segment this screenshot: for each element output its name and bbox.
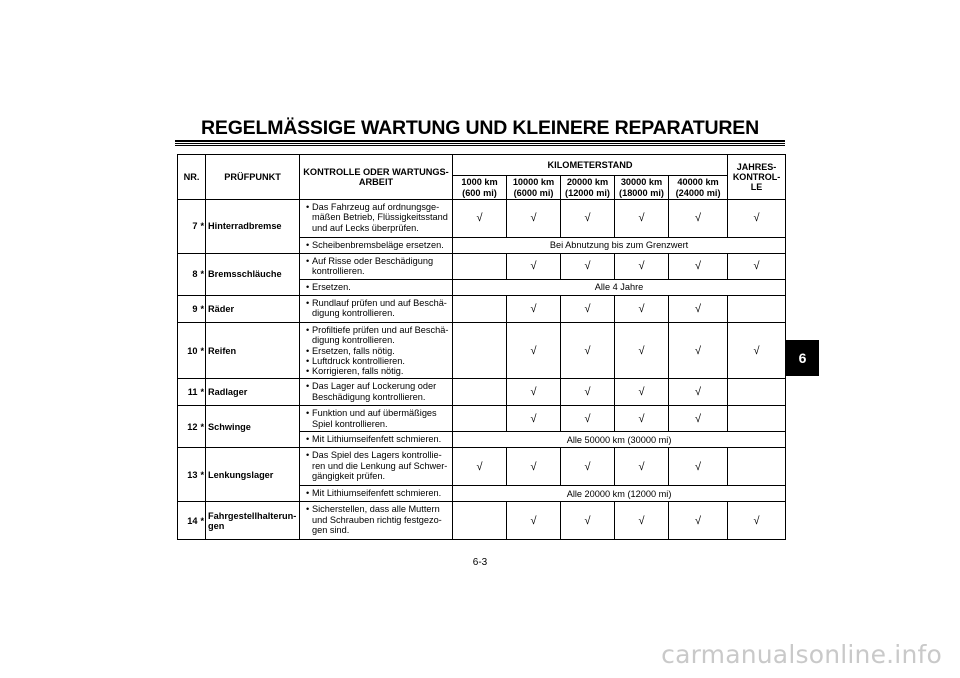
action-cell: [300, 502, 453, 540]
check-point: Bremsschläuche: [206, 254, 300, 296]
check-mark: √: [507, 200, 561, 238]
action-item: • Sicherstellen, dass alle Muttern und Schrauben richtig festgezo-gen sind.: [303, 504, 449, 535]
check-mark: √: [453, 200, 507, 238]
empty-cell: [453, 296, 507, 323]
action-item: • Ersetzen.: [303, 282, 449, 292]
page-number: 6-3: [472, 557, 488, 568]
check-mark: √: [561, 200, 615, 238]
action-cell: [300, 432, 453, 448]
check-mark: √: [669, 323, 728, 379]
check-mark: √: [728, 502, 786, 540]
check-mark: √: [507, 406, 561, 432]
header-km-1: 1000 km (600 mi): [453, 176, 507, 200]
empty-cell: [728, 296, 786, 323]
check-mark: √: [561, 254, 615, 280]
check-mark: √: [561, 323, 615, 379]
check-mark: √: [615, 379, 669, 406]
empty-cell: [453, 502, 507, 540]
row-number: 10: [178, 323, 200, 379]
header-km-4: 30000 km (18000 mi): [615, 176, 669, 200]
check-mark: √: [453, 448, 507, 486]
check-mark: √: [728, 200, 786, 238]
title-rule: [175, 140, 785, 146]
check-mark: √: [507, 323, 561, 379]
empty-cell: [728, 406, 786, 432]
empty-cell: [453, 254, 507, 280]
row-number: 12: [178, 406, 200, 448]
check-mark: √: [669, 296, 728, 323]
row-number: 13: [178, 448, 200, 502]
header-km-5: 40000 km (24000 mi): [669, 176, 728, 200]
check-mark: √: [561, 296, 615, 323]
check-mark: √: [507, 296, 561, 323]
interval-text: Bei Abnutzung bis zum Grenzwert: [453, 238, 786, 254]
chapter-tab: 6: [786, 340, 819, 376]
check-point: Hinterradbremse: [206, 200, 300, 254]
check-point: Schwinge: [206, 406, 300, 448]
action-item: • Funktion und auf übermäßiges Spiel kontrollieren.: [303, 408, 449, 429]
header-km-group: KILOMETERSTAND: [453, 155, 728, 176]
table-row: [178, 379, 786, 406]
action-item: • Das Lager auf Lockerung oder Beschädigung kontrollieren.: [303, 381, 449, 402]
header-annual: JAHRES-KONTROL-LE: [728, 155, 786, 200]
check-point: Lenkungslager: [206, 448, 300, 502]
check-mark: √: [507, 379, 561, 406]
action-item: • Das Fahrzeug auf ordnungsge-mäßen Betrieb, Flüssigkeitsstand und auf Lecks überprüfen.: [303, 202, 449, 233]
empty-cell: [728, 448, 786, 486]
action-item: • Profiltiefe prüfen und auf Beschä-digung kontrollieren.: [303, 325, 449, 346]
row-number: 11: [178, 379, 200, 406]
check-mark: √: [615, 406, 669, 432]
star-mark: *: [200, 379, 206, 406]
action-item: • Das Spiel des Lagers kontrollie-ren und die Lenkung auf Schwer-gängigkeit prüfen.: [303, 450, 449, 481]
check-mark: √: [669, 254, 728, 280]
star-mark: *: [200, 448, 206, 502]
action-cell: [300, 280, 453, 296]
interval-text: Alle 20000 km (12000 mi): [453, 486, 786, 502]
check-mark: √: [669, 502, 728, 540]
empty-cell: [453, 406, 507, 432]
interval-text: Alle 50000 km (30000 mi): [453, 432, 786, 448]
interval-text: Alle 4 Jahre: [453, 280, 786, 296]
action-cell: [300, 406, 453, 432]
action-item: • Mit Lithiumseifenfett schmieren.: [303, 434, 449, 444]
star-mark: *: [200, 254, 206, 296]
table-row: [178, 448, 786, 486]
row-number: 9: [178, 296, 200, 323]
action-item: • Korrigieren, falls nötig.: [303, 366, 449, 376]
check-mark: √: [669, 379, 728, 406]
check-mark: √: [615, 502, 669, 540]
table-row: [178, 254, 786, 280]
empty-cell: [453, 379, 507, 406]
check-mark: √: [507, 448, 561, 486]
header-km-3: 20000 km (12000 mi): [561, 176, 615, 200]
check-point: Räder: [206, 296, 300, 323]
table-row: [178, 200, 786, 238]
action-cell: [300, 296, 453, 323]
action-item: • Auf Risse oder Beschädigung kontrollieren.: [303, 256, 449, 277]
check-point: Fahrgestellhalterun-gen: [206, 502, 300, 540]
action-item: • Ersetzen, falls nötig.: [303, 346, 449, 356]
check-mark: √: [507, 502, 561, 540]
action-item: • Scheibenbremsbeläge ersetzen.: [303, 240, 449, 250]
table-row: [178, 323, 786, 379]
check-mark: √: [728, 254, 786, 280]
check-mark: √: [615, 296, 669, 323]
check-mark: √: [669, 406, 728, 432]
empty-cell: [453, 323, 507, 379]
check-point: Radlager: [206, 379, 300, 406]
action-cell: [300, 238, 453, 254]
row-number: 8: [178, 254, 200, 296]
action-cell: [300, 486, 453, 502]
action-cell: [300, 379, 453, 406]
action-cell: [300, 448, 453, 486]
check-mark: √: [615, 448, 669, 486]
header-action: KONTROLLE ODER WARTUNGS-ARBEIT: [300, 155, 453, 200]
star-mark: *: [200, 200, 206, 254]
star-mark: *: [200, 296, 206, 323]
row-number: 14: [178, 502, 200, 540]
check-point: Reifen: [206, 323, 300, 379]
action-item: • Luftdruck kontrollieren.: [303, 356, 449, 366]
watermark: carmanualsonline.info: [661, 640, 942, 669]
action-item: • Mit Lithiumseifenfett schmieren.: [303, 488, 449, 498]
empty-cell: [728, 379, 786, 406]
action-item: • Rundlauf prüfen und auf Beschä-digung kontrollieren.: [303, 298, 449, 319]
check-mark: √: [669, 200, 728, 238]
header-part: PRÜFPUNKT: [206, 155, 300, 200]
check-mark: √: [561, 448, 615, 486]
row-number: 7: [178, 200, 200, 254]
check-mark: √: [561, 379, 615, 406]
check-mark: √: [615, 200, 669, 238]
check-mark: √: [561, 502, 615, 540]
maintenance-table: [177, 154, 786, 540]
star-mark: *: [200, 406, 206, 448]
action-cell: [300, 254, 453, 280]
check-mark: √: [615, 323, 669, 379]
table-row: [178, 502, 786, 540]
check-mark: √: [728, 323, 786, 379]
header-km-2: 10000 km (6000 mi): [507, 176, 561, 200]
star-mark: *: [200, 502, 206, 540]
check-mark: √: [615, 254, 669, 280]
header-nr: NR.: [178, 155, 206, 200]
action-cell: [300, 200, 453, 238]
check-mark: √: [669, 448, 728, 486]
check-mark: √: [561, 406, 615, 432]
check-mark: √: [507, 254, 561, 280]
table-row: [178, 406, 786, 432]
page-title: REGELMÄSSIGE WARTUNG UND KLEINERE REPARATUREN: [201, 117, 759, 139]
table-row: [178, 296, 786, 323]
action-cell: [300, 323, 453, 379]
star-mark: *: [200, 323, 206, 379]
